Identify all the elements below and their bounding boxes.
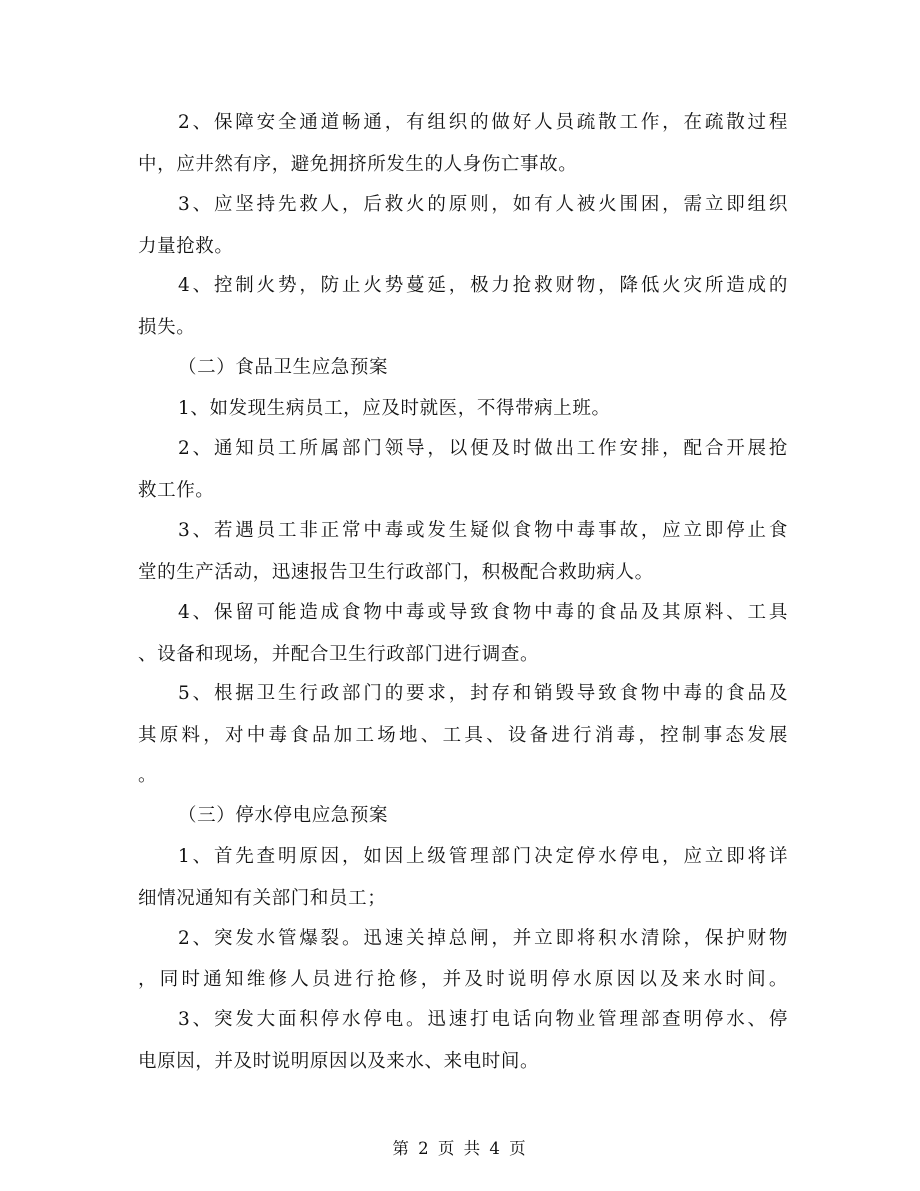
paragraph-line: 2、突发水管爆裂。迅速关掉总闸，并立即将积水清除，保护财物 — [178, 928, 788, 949]
paragraph-line: 3、应坚持先救人，后救火的原则，如有人被火围困，需立即组织 — [178, 194, 788, 215]
paragraph-line: 2、保障安全通道畅通，有组织的做好人员疏散工作，在疏散过程 — [178, 112, 788, 133]
paragraph-line: 4、保留可能造成食物中毒或导致食物中毒的食品及其原料、工具 — [178, 602, 788, 623]
paragraph-line: 1、首先查明原因，如因上级管理部门决定停水停电，应立即将详 — [178, 846, 788, 867]
section-heading: （三）停水停电应急预案 — [178, 805, 389, 826]
section-heading: （二）食品卫生应急预案 — [178, 357, 389, 378]
paragraph-line: 、设备和现场，并配合卫生行政部门进行调查。 — [138, 644, 540, 665]
paragraph-line: 电原因，并及时说明原因以及来水、来电时间。 — [138, 1051, 540, 1072]
paragraph-line: 3、突发大面积停水停电。迅速打电话向物业管理部查明停水、停 — [178, 1009, 788, 1030]
paragraph-line: 中，应井然有序，避免拥挤所发生的人身伤亡事故。 — [138, 154, 578, 175]
paragraph-line: 4、控制火势，防止火势蔓延，极力抢救财物，降低火灾所造成的 — [178, 275, 788, 296]
paragraph-line: 。 — [138, 765, 158, 786]
page-footer: 第 2 页 共 4 页 — [392, 1139, 528, 1158]
paragraph-line: 救工作。 — [138, 480, 215, 501]
paragraph-line: 细情况通知有关部门和员工； — [138, 888, 387, 909]
paragraph-line: 3、若遇员工非正常中毒或发生疑似食物中毒事故，应立即停止食 — [178, 520, 788, 541]
paragraph-line: 2、通知员工所属部门领导，以便及时做出工作安排，配合开展抢 — [178, 438, 788, 459]
paragraph-line: 力量抢救。 — [138, 236, 234, 257]
paragraph-line: 5、根据卫生行政部门的要求，封存和销毁导致食物中毒的食品及 — [178, 683, 788, 704]
paragraph-line: 1、如发现生病员工，应及时就医，不得带病上班。 — [178, 398, 611, 419]
paragraph-line: 其原料，对中毒食品加工场地、工具、设备进行消毒，控制事态发展 — [138, 725, 788, 746]
paragraph-line: ，同时通知维修人员进行抢修，并及时说明停水原因以及来水时间。 — [138, 969, 788, 990]
paragraph-line: 损失。 — [138, 317, 196, 338]
paragraph-line: 堂的生产活动，迅速报告卫生行政部门，积极配合救助病人。 — [138, 562, 654, 583]
